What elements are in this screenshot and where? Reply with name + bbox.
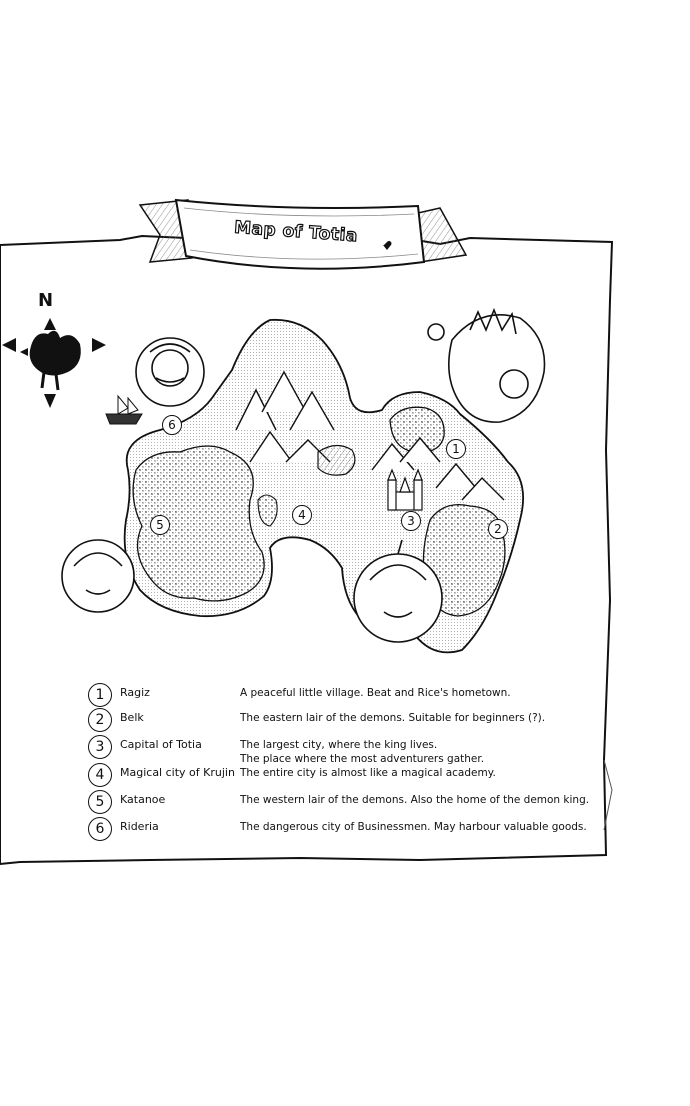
legend-number: 5: [88, 790, 112, 814]
legend-row: [88, 683, 678, 707]
legend-row: [88, 708, 678, 732]
location-name: Katanoe: [120, 793, 166, 806]
description-line: The place where the most adventurers gather.: [240, 753, 485, 765]
north-label: N: [38, 290, 54, 311]
map-marker-3[interactable]: 3: [401, 511, 421, 531]
legend-row: [88, 790, 678, 814]
location-description: The western lair of the demons. Also the home of the demon king.: [240, 794, 590, 806]
location-name: Rideria: [120, 820, 159, 833]
location-name: Belk: [120, 711, 144, 724]
location-description: [240, 738, 680, 766]
location-description: A peaceful little village. Beat and Rice's hometown.: [240, 687, 511, 699]
map-marker-2[interactable]: 2: [488, 519, 508, 539]
map-title: Map of Totia: [233, 217, 359, 247]
legend-number: 3: [88, 735, 112, 759]
location-name: Magical city of Krujin: [120, 766, 235, 779]
legend-row: [88, 817, 678, 841]
legend-number: 2: [88, 708, 112, 732]
map-marker-1[interactable]: 1: [446, 439, 466, 459]
legend-number: 6: [88, 817, 112, 841]
description-line: The largest city, where the king lives.: [240, 739, 438, 751]
location-description: The dangerous city of Businessmen. May harbour valuable goods.: [240, 821, 587, 833]
location-name: Ragiz: [120, 686, 150, 699]
legend-row: [88, 763, 678, 787]
merchant-portrait: [136, 338, 204, 406]
legend-number: 4: [88, 763, 112, 787]
legend-number: 1: [88, 683, 112, 707]
location-description: The entire city is almost like a magical academy.: [240, 767, 496, 779]
map-marker-5[interactable]: 5: [150, 515, 170, 535]
girl-portrait: [62, 540, 134, 612]
inland-lake: [318, 445, 355, 475]
location-description: The eastern lair of the demons. Suitable for beginners (?).: [240, 712, 546, 724]
map-marker-4[interactable]: 4: [292, 505, 312, 525]
location-name: Capital of Totia: [120, 738, 202, 751]
map-marker-6[interactable]: 6: [162, 415, 182, 435]
